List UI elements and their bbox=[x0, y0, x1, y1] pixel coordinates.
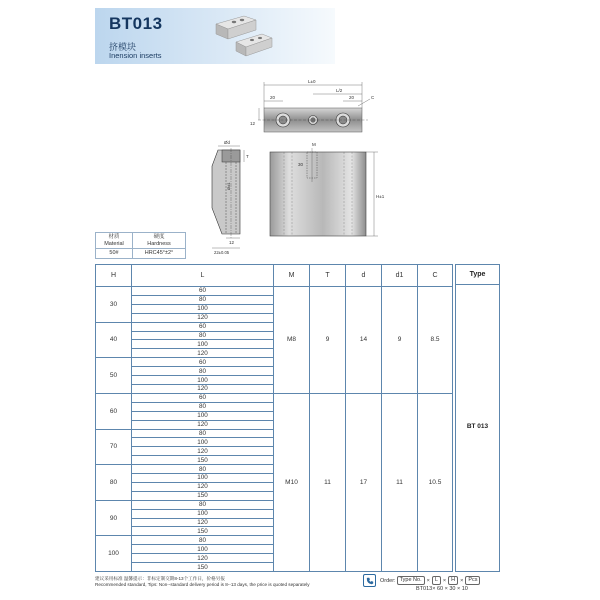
cell-d: 17 bbox=[346, 393, 382, 571]
cell-l: 120 bbox=[132, 554, 274, 563]
cell-l: 80 bbox=[132, 295, 274, 304]
cell-l: 120 bbox=[132, 349, 274, 358]
cell-h: 30 bbox=[96, 287, 132, 323]
dim-30: 30 bbox=[298, 162, 304, 167]
note-en: Recommended standard, Tips: Non--standard delivery period is 8--13 days, the price is quoted separately bbox=[95, 582, 310, 587]
dim-d1: Ød1 bbox=[226, 182, 231, 190]
table-row bbox=[96, 393, 453, 402]
cell-l: 80 bbox=[132, 331, 274, 340]
col-m-header: M bbox=[274, 265, 310, 287]
cell-l: 80 bbox=[132, 429, 274, 438]
dim-d: Ød bbox=[224, 140, 231, 145]
cell-h: 70 bbox=[96, 429, 132, 465]
dim-20-left: 20 bbox=[270, 95, 276, 100]
cell-l: 150 bbox=[132, 491, 274, 500]
cell-l: 100 bbox=[132, 340, 274, 349]
cell-l: 120 bbox=[132, 384, 274, 393]
cell-h: 50 bbox=[96, 358, 132, 394]
cell-l: 100 bbox=[132, 474, 274, 483]
cell-l: 100 bbox=[132, 509, 274, 518]
cell-h: 60 bbox=[96, 393, 132, 429]
material-header: 材质 Material bbox=[96, 233, 133, 249]
phone-icon bbox=[363, 574, 376, 587]
cell-l: 80 bbox=[132, 500, 274, 509]
cell-l: 100 bbox=[132, 411, 274, 420]
dim-m: M bbox=[312, 142, 316, 147]
cell-d: 14 bbox=[346, 287, 382, 394]
spec-table bbox=[95, 264, 453, 572]
table-row bbox=[96, 287, 453, 296]
dim-l-half: L/2 bbox=[336, 88, 343, 93]
cell-c: 8.5 bbox=[418, 287, 453, 394]
order-example: Order: Type No. × L × H × Pcs BT013× 60 × 30 × 10 bbox=[363, 576, 481, 592]
col-type-header: Type bbox=[456, 265, 499, 285]
product-photo bbox=[210, 10, 280, 60]
col-d1-header: d1 bbox=[382, 265, 418, 287]
cell-h: 80 bbox=[96, 465, 132, 501]
cell-l: 60 bbox=[132, 393, 274, 402]
col-t-header: T bbox=[310, 265, 346, 287]
cell-c: 10.5 bbox=[418, 393, 453, 571]
dim-c: C bbox=[371, 95, 375, 100]
cell-l: 60 bbox=[132, 322, 274, 331]
order-field-pcs: Pcs bbox=[465, 576, 480, 585]
cell-l: 80 bbox=[132, 402, 274, 411]
cell-l: 80 bbox=[132, 367, 274, 376]
cell-m: M8 bbox=[274, 287, 310, 394]
order-field-h: H bbox=[448, 576, 458, 585]
product-title-en: Inension inserts bbox=[109, 51, 162, 60]
cell-l: 100 bbox=[132, 545, 274, 554]
dim-t: T bbox=[246, 154, 249, 159]
cell-h: 100 bbox=[96, 536, 132, 572]
dim-22: 22±0.05 bbox=[214, 250, 230, 255]
cell-l: 120 bbox=[132, 420, 274, 429]
material-table bbox=[95, 232, 186, 259]
cell-m: M10 bbox=[274, 393, 310, 571]
dim-l-top: L±0 bbox=[308, 79, 316, 84]
cell-h: 90 bbox=[96, 500, 132, 536]
header-banner bbox=[95, 8, 335, 64]
material-value: 50# bbox=[96, 249, 133, 259]
cell-l: 150 bbox=[132, 527, 274, 536]
cell-l: 100 bbox=[132, 304, 274, 313]
hardness-value: HRC45°±2° bbox=[133, 249, 186, 259]
cell-t: 9 bbox=[310, 287, 346, 394]
dim-h: H±1 bbox=[376, 194, 385, 199]
note-cn: 建议采用标准 温馨提示：非标定制交期8-13个工作日，价格另报 bbox=[95, 576, 225, 581]
cell-l: 80 bbox=[132, 536, 274, 545]
cell-l: 150 bbox=[132, 563, 274, 572]
product-title-cn: 挤模块 bbox=[109, 42, 137, 52]
cell-l: 100 bbox=[132, 438, 274, 447]
dim-12-top: 12 bbox=[250, 121, 256, 126]
cell-d1: 11 bbox=[382, 393, 418, 571]
cell-t: 11 bbox=[310, 393, 346, 571]
hardness-header: 硬度 Hardness bbox=[133, 233, 186, 249]
cell-l: 60 bbox=[132, 358, 274, 367]
cell-l: 120 bbox=[132, 447, 274, 456]
dim-12-side: 12 bbox=[229, 240, 235, 245]
order-example-value: BT013× 60 × 30 × 10 bbox=[416, 586, 468, 592]
dim-20-right: 20 bbox=[349, 95, 355, 100]
type-value: BT 013 bbox=[466, 423, 489, 430]
order-label: Order: bbox=[380, 577, 396, 584]
cell-d1: 9 bbox=[382, 287, 418, 394]
col-c-header: C bbox=[418, 265, 453, 287]
cell-h: 40 bbox=[96, 322, 132, 358]
cell-l: 120 bbox=[132, 482, 274, 491]
top-view-drawing bbox=[250, 76, 390, 146]
order-field-l: L bbox=[432, 576, 441, 585]
type-column bbox=[455, 264, 500, 572]
cell-l: 120 bbox=[132, 518, 274, 527]
order-field-type: Type No. bbox=[397, 576, 425, 585]
cell-l: 100 bbox=[132, 376, 274, 385]
cell-l: 60 bbox=[132, 287, 274, 296]
col-h-header: H bbox=[96, 265, 132, 287]
cell-l: 150 bbox=[132, 456, 274, 465]
notes bbox=[95, 576, 310, 588]
col-l-header: L bbox=[132, 265, 274, 287]
front-view-drawing bbox=[262, 138, 392, 240]
side-view-drawing bbox=[200, 138, 260, 260]
spec-table-wrapper bbox=[95, 264, 500, 572]
col-d-header: d bbox=[346, 265, 382, 287]
product-code: BT013 bbox=[109, 14, 163, 33]
cell-l: 120 bbox=[132, 313, 274, 322]
cell-l: 80 bbox=[132, 465, 274, 474]
